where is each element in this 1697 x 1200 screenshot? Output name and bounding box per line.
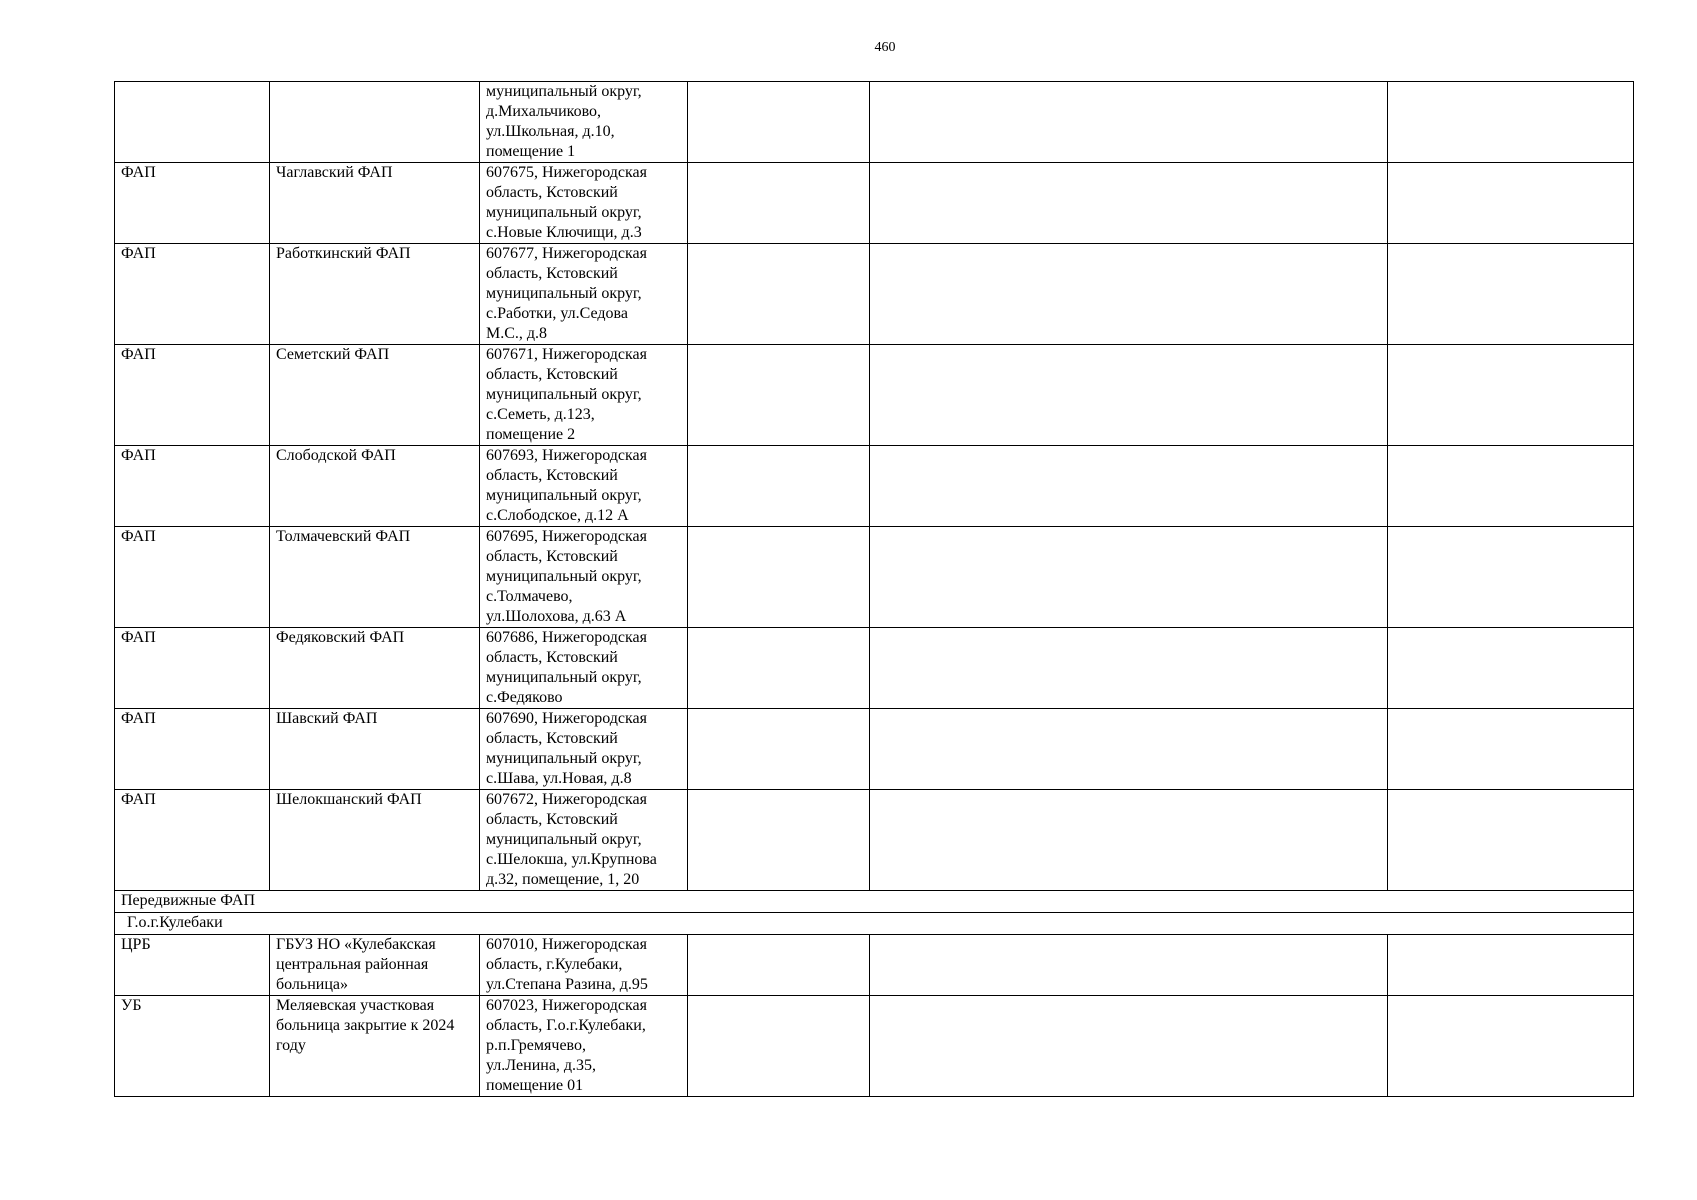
cell-col6 (1388, 82, 1634, 163)
cell-col6 (1388, 628, 1634, 709)
cell-address: 607671, Нижегородская область, Кстовский муниципальный округ, с.Семеть, д.123, помещение 2 (480, 345, 688, 446)
facilities-table (114, 81, 1634, 1097)
cell-col6 (1388, 790, 1634, 891)
cell-address: 607693, Нижегородская область, Кстовский муниципальный округ, с.Слободское, д.12 А (480, 446, 688, 527)
cell-type: ФАП (115, 345, 270, 446)
cell-type: УБ (115, 996, 270, 1097)
cell-col4 (688, 527, 870, 628)
cell-col4 (688, 935, 870, 996)
cell-name: ГБУЗ НО «Кулебакская центральная районная больница» (270, 935, 480, 996)
table-row (115, 790, 1634, 891)
cell-address: 607690, Нижегородская область, Кстовский муниципальный округ, с.Шава, ул.Новая, д.8 (480, 709, 688, 790)
cell-type: ФАП (115, 527, 270, 628)
cell-col5 (870, 163, 1388, 244)
cell-name: Шавский ФАП (270, 709, 480, 790)
cell-col4 (688, 446, 870, 527)
cell-col5 (870, 996, 1388, 1097)
cell-col5 (870, 935, 1388, 996)
cell-name: Федяковский ФАП (270, 628, 480, 709)
cell-name: Меляевская участковая больница закрытие к 2024 году (270, 996, 480, 1097)
cell-col6 (1388, 709, 1634, 790)
table-row (115, 935, 1634, 996)
cell-col5 (870, 527, 1388, 628)
cell-name: Шелокшанский ФАП (270, 790, 480, 891)
cell-address: 607010, Нижегородская область, г.Кулебаки, ул.Степана Разина, д.95 (480, 935, 688, 996)
table-row (115, 996, 1634, 1097)
cell-col4 (688, 628, 870, 709)
cell-col5 (870, 790, 1388, 891)
cell-col5 (870, 345, 1388, 446)
cell-type (115, 82, 270, 163)
subsection-heading: Г.о.г.Кулебаки (115, 913, 1634, 935)
cell-col5 (870, 446, 1388, 527)
cell-type: ФАП (115, 709, 270, 790)
cell-col4 (688, 709, 870, 790)
cell-name: Семетский ФАП (270, 345, 480, 446)
cell-address: 607672, Нижегородская область, Кстовский муниципальный округ, с.Шелокша, ул.Крупнова д.32, помещение, 1, 20 (480, 790, 688, 891)
cell-col4 (688, 163, 870, 244)
cell-type: ЦРБ (115, 935, 270, 996)
cell-address: 607023, Нижегородская область, Г.о.г.Кулебаки, р.п.Гремячево, ул.Ленина, д.35, помещение 01 (480, 996, 688, 1097)
cell-name: Работкинский ФАП (270, 244, 480, 345)
table-row (115, 628, 1634, 709)
cell-col6 (1388, 935, 1634, 996)
cell-name (270, 82, 480, 163)
subsection-row (115, 913, 1634, 935)
cell-address: муниципальный округ, д.Михальчиково, ул.Школьная, д.10, помещение 1 (480, 82, 688, 163)
table-row (115, 163, 1634, 244)
cell-col4 (688, 996, 870, 1097)
cell-col5 (870, 628, 1388, 709)
cell-address: 607677, Нижегородская область, Кстовский муниципальный округ, с.Работки, ул.Седова М.С., д.8 (480, 244, 688, 345)
table-row (115, 82, 1634, 163)
cell-name: Слободской ФАП (270, 446, 480, 527)
cell-address: 607686, Нижегородская область, Кстовский муниципальный округ, с.Федяково (480, 628, 688, 709)
table-row (115, 527, 1634, 628)
cell-address: 607675, Нижегородская область, Кстовский муниципальный округ, с.Новые Ключищи, д.3 (480, 163, 688, 244)
cell-type: ФАП (115, 446, 270, 527)
cell-col4 (688, 790, 870, 891)
cell-name: Толмачевский ФАП (270, 527, 480, 628)
cell-type: ФАП (115, 163, 270, 244)
table-row (115, 244, 1634, 345)
cell-col6 (1388, 446, 1634, 527)
section-row (115, 891, 1634, 913)
cell-col6 (1388, 996, 1634, 1097)
page-number: 460 (874, 40, 896, 55)
cell-col4 (688, 244, 870, 345)
cell-col6 (1388, 527, 1634, 628)
cell-address: 607695, Нижегородская область, Кстовский муниципальный округ, с.Толмачево, ул.Шолохова, д.63 А (480, 527, 688, 628)
cell-col5 (870, 82, 1388, 163)
cell-col4 (688, 82, 870, 163)
cell-col5 (870, 244, 1388, 345)
cell-type: ФАП (115, 244, 270, 345)
cell-col6 (1388, 345, 1634, 446)
cell-col6 (1388, 244, 1634, 345)
table-row (115, 709, 1634, 790)
table-row (115, 446, 1634, 527)
cell-col6 (1388, 163, 1634, 244)
cell-type: ФАП (115, 628, 270, 709)
cell-col5 (870, 709, 1388, 790)
cell-name: Чаглавский ФАП (270, 163, 480, 244)
cell-type: ФАП (115, 790, 270, 891)
table-row (115, 345, 1634, 446)
cell-col4 (688, 345, 870, 446)
section-heading: Передвижные ФАП (115, 891, 1634, 913)
